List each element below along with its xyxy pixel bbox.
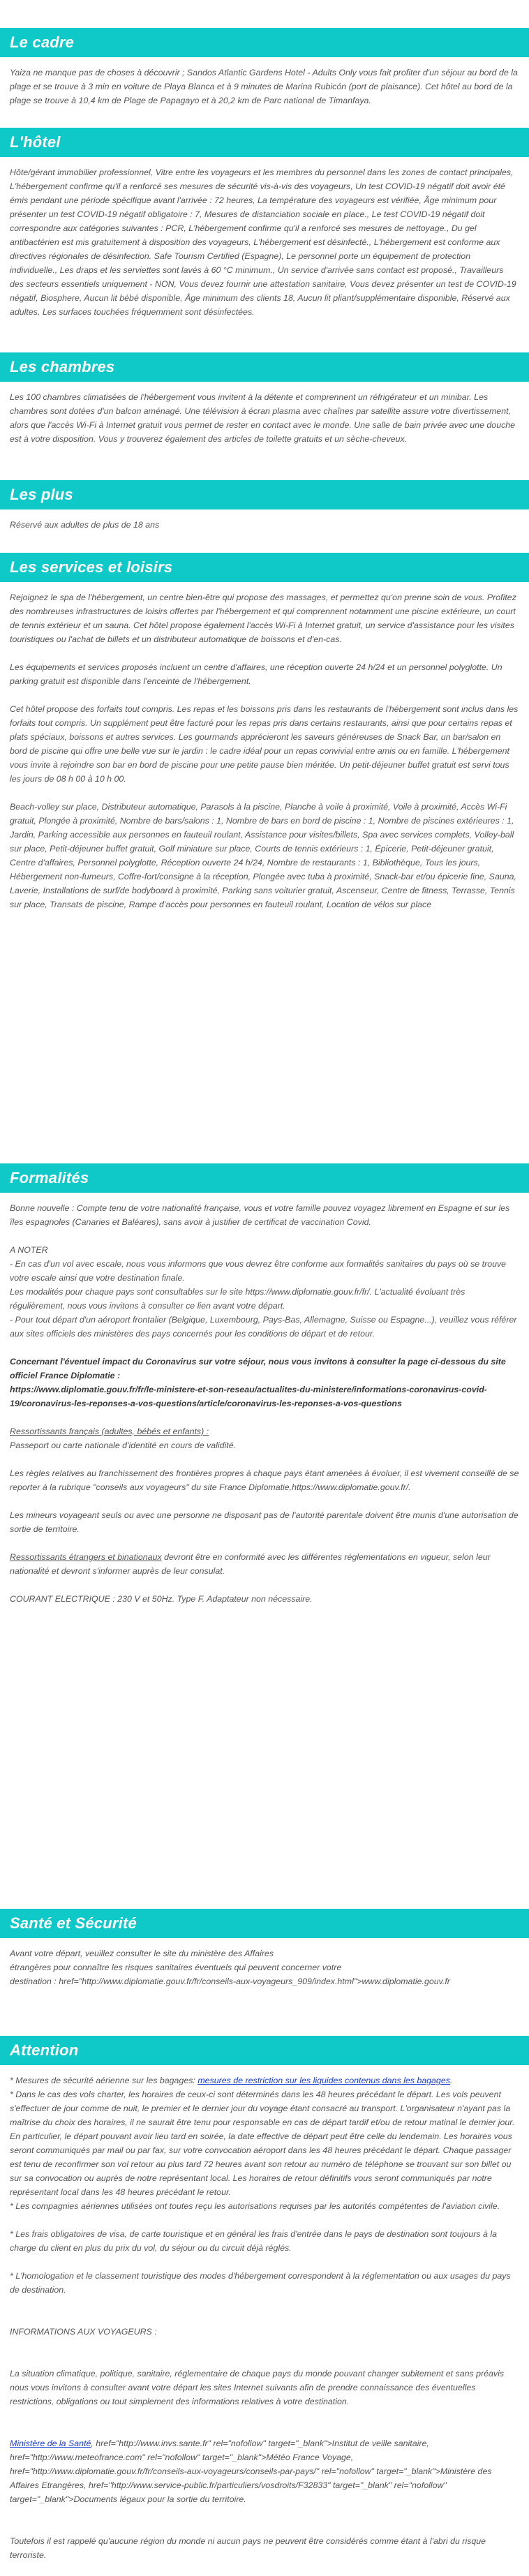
section-title-plus: Les plus xyxy=(0,480,529,509)
sante-line-2: étrangères pour connaître les risques sanitaires éventuels qui peuvent concerner votre xyxy=(10,1963,342,1972)
section-body-chambres xyxy=(0,382,529,446)
attention-classification: * L'homologation et le classement touristique des modes d'hébergement correspondent à la réglementation ou aux usages du pays de destination. xyxy=(10,2271,511,2295)
useful-links-text: , href="http://www.invs.sante.fr" rel="nofollow" target="_blank">Institut de veille sanitaire, href="http://www.meteofrance.com" rel="nofollow" target="_blank">Météo France Voyage, href="http://www.diplomatie.gouv.fr/fr/conseils-aux-voyageurs/conseils-par-pays/" rel="nofollow" target="_blank">Ministère des Affaires Etrangères, href="http://www.service-public.fr/particuliers/vosdroits/F32833" target="_blank" rel="nofollow" target="_blank">Documents légaux pour la sortie du territoire. xyxy=(10,2439,492,2504)
section-title-hotel: L'hôtel xyxy=(0,128,529,157)
section-body-hotel xyxy=(0,157,529,319)
attention-baggage xyxy=(10,2074,519,2087)
attention-charter: * Dans le cas des vols charter, les horaires de ceux-ci sont déterminés dans les 48 heures précédant le départ. Les vols peuvent s'effectuer de jour comme de nuit, le premier et le dernier jour du voyage étant consacré au transport. L'organisateur n'ayant pas la maîtrise du choix des horaires, il ne saurait être tenu pour responsable en cas de départ tardif et/ou de retour matinal le dernier jour. En particulier, le départ pouvant avoir lieu tard en soirée, la date effective de départ peut être celle du lendemain. Les horaires vous seront communiqués par mail ou par fax, sur votre convocation aéroport dans les 48 heures précédant le départ. Chaque passager est tenu de reconfirmer son vol retour au plus tard 72 heures avant son retour au numéro de téléphone se trouvant sur son billet ou sur sa convocation ou auprès de notre représentant local. Les horaires de retour définitifs vous seront communiqués par notre représentant local dans les 48 heures précédant le retour. xyxy=(10,2090,515,2197)
section-title-chambres: Les chambres xyxy=(0,352,529,382)
minors-rule: Les mineurs voyageant seuls ou avec une personne ne disposant pas de l'autorité parentale doivent être munis d'une autorisation de sortie de territoire. xyxy=(10,1510,519,1534)
section-body-plus xyxy=(0,509,529,532)
note-title: A NOTER xyxy=(10,1245,48,1255)
sante-line-3: destination : href="http://www.diplomatie.gouv.fr/fr/conseils-aux-voyageurs_909/index.html">www.diplomatie.gouv.fr xyxy=(10,1976,450,1986)
baggage-period: . xyxy=(449,2076,453,2085)
section-chambres xyxy=(0,352,529,460)
covid-notice: Concernant l'éventuel impact du Coronavirus sur votre séjour, nous vous invitons à consulter la page ci-dessous du site officiel France Diplomatie : xyxy=(10,1357,506,1380)
info-line-2: nous vous invitons à consulter avant votre départ les sites Internet suivants afin de prendre connaissance des éventuelles restrictions, obligations ou tout simplement des informations relatives à votre destination. xyxy=(10,2383,476,2406)
useful-links xyxy=(10,2436,519,2506)
info-travelers-title: INFORMATIONS AUX VOYAGEURS : xyxy=(10,2327,157,2337)
section-body-formalites xyxy=(0,1193,529,1606)
section-sante xyxy=(0,1909,529,2002)
cadre-paragraph: Yaiza ne manque pas de choses à découvrir ; Sandos Atlantic Gardens Hotel - Adults Only vous fait profiter d'un séjour au bord de la plage et se trouve à 3 min en voiture de Playa Blanca et à 9 minutes de Marina Rubicón (port de plaisance). Cet hôtel au bord de la plage se trouve à 10,4 km de Plage de Papagayo et à 20,2 km de Parc national de Timanfaya. xyxy=(10,68,518,105)
section-title-sante: Santé et Sécurité xyxy=(0,1909,529,1938)
note-line-3: - Pour tout départ d'un aéroport frontalier (Belgique, Luxembourg, Pays-Bas, Allemagne, Suisse ou Espagne...), veuillez vous référer aux sites officiels des ministères des pays concernés pour les conditions de départ et de retour. xyxy=(10,1315,517,1339)
hotel-paragraph: Hôte/gérant immobilier professionnel, Vitre entre les voyageurs et les membres du personnel dans les zones de contact principales, L'hébergement confirme qu'il a renforcé ses mesures de sécurité vis-à-vis des voyageurs, Un test COVID-19 négatif doit avoir été émis pendant une période spécifique avant l'arrivée : 72 heures, La température des voyageurs est vérifiée, Âge minimum pour présenter un test COVID-19 négatif obligatoire : 7, Mesures de distanciation sociale en place., Le test COVID-19 négatif doit correspondre aux catégories suivantes : PCR, L'hébergement confirme qu'il a renforcé ses mesures de nettoyage., Du gel antibactérien est mis gratuitement à disposition des voyageurs, L'hébergement est désinfecté., L'hébergement est conforme aux directives régionales de désinfection. Safe Tourism Certified (Espagne), Le personnel porte un équipement de protection individuelle., Les draps et les serviettes sont lavés à 60 °C minimum., Un service d'arrivée sans contact est proposé., Travailleurs des secteurs essentiels uniquement - NON, Vous devez fournir une attestation sanitaire, Vous devez présenter un test de COVID-19 négatif, Biosphere, Aucun lit bébé disponible, Âge minimum des clients 18, Aucun lit pliant/supplémentaire disponible, Réservé aux adultes, Les surfaces touchées fréquemment sont désinfectées. xyxy=(10,167,516,317)
section-attention xyxy=(0,2036,529,2576)
baggage-label: * Mesures de sécurité aérienne sur les bagages: xyxy=(10,2076,198,2085)
foreign-title: Ressortissants étrangers et binationaux xyxy=(10,1552,162,1562)
sante-line-1: Avant votre départ, veuillez consulter le site du ministère des Affaires xyxy=(10,1949,274,1958)
section-body-cadre xyxy=(0,57,529,107)
section-formalites xyxy=(0,1163,529,1620)
electric-info: COURANT ELECTRIQUE : 230 V et 50Hz. Type F. Adaptateur non nécessaire. xyxy=(10,1594,313,1604)
services-paragraph-2: Les équipements et services proposés incluent un centre d'affaires, une réception ouverte 24 h/24 et un personnel polyglotte. Un parking gratuit est disponible dans l'enceinte de l'hébergement. xyxy=(10,662,502,686)
chambres-paragraph: Les 100 chambres climatisées de l'hébergement vous invitent à la détente et comprennent un réfrigérateur et un minibar. Les chambres sont dotées d'un balcon aménagé. Une télévision à écran plasma avec chaînes par satellite assure votre divertissement, alors que l'accès Wi-Fi à Internet gratuit vous permet de rester en contact avec le monde. Une salle de bain privée avec une douche est à votre disposition. Vous y trouverez également des articles de toilette gratuits et un sèche-cheveux. xyxy=(10,392,516,444)
foreign-nationals xyxy=(10,1550,519,1578)
section-body-services xyxy=(0,582,529,911)
covid-url: https://www.diplomatie.gouv.fr/fr/le-ministere-et-son-reseau/actualites-du-ministere/informations-coronavirus-covid-19/coronavirus-les-reponses-a-vos-questions/article/coronavirus-les-reponses-a-vos-questions xyxy=(10,1385,487,1408)
services-paragraph-3: Cet hôtel propose des forfaits tout compris. Les repas et les boissons pris dans les restaurants de l'hébergement sont inclus dans les forfaits tout compris. Un supplément peut être facturé pour les repas pris dans certains restaurants, ainsi que pour certains repas et plats spéciaux, boissons et autres services. Les gourmands apprécieront les saveurs généreuses de Snack Bar, un bar/salon en bord de piscine qui offre une belle vue sur le jardin : le cadre idéal pour un repas convivial entre amis ou en famille. L'hébergement vous invite à rejoindre son bar en bord de piscine pour une petite pause bien méritée. Un petit-déjeuner buffet gratuit est servi tous les jours de 08 h 00 à 10 h 00. xyxy=(10,704,519,784)
formalites-intro: Bonne nouvelle : Compte tenu de votre nationalité française, vous et votre famille pouvez voyagez librement en Espagne et sur les îles espagnoles (Canaries et Baléares), sans avoir à justifier de certificat de vaccination Covid. xyxy=(10,1203,510,1227)
liquids-restriction-link[interactable]: mesures de restriction sur les liquides contenus dans les bagages xyxy=(198,2076,450,2085)
attention-airlines: * Les compagnies aériennes utilisées ont toutes reçu les autorisations requises par les autorités compétentes de l'aviation civile. xyxy=(10,2201,500,2211)
services-paragraph-1: Rejoignez le spa de l'hébergement, un centre bien-être qui propose des massages, et permettez qu'on prenne soin de vous. Profitez des nombreuses infrastructures de loisirs offertes par l'hébergement et qui comprennent notamment une piscine extérieure, un court de tennis extérieur et un sauna. Cet hôtel propose également l'accès Wi-Fi à Internet gratuit, un service d'assistance pour les visites touristiques ou l'achat de billets et un distributeur automatique de boissons et d'en-cas. xyxy=(10,593,516,644)
section-body-attention xyxy=(0,2065,529,2562)
section-title-attention: Attention xyxy=(0,2036,529,2065)
note-line-2: Les modalités pour chaque pays sont consultables sur le site https://www.diplomatie.gouv.fr/fr/. L'actualité évoluant très régulièrement, nous vous invitons à consulter ce lien avant votre départ. xyxy=(10,1287,465,1311)
resident-fr-title: Ressortissants français (adultes, bébés et enfants) : xyxy=(10,1427,209,1436)
section-title-services: Les services et loisirs xyxy=(0,553,529,582)
resident-fr-text: Passeport ou carte nationale d'identité en cours de validité. xyxy=(10,1440,237,1450)
section-services xyxy=(0,553,529,925)
section-body-sante xyxy=(0,1938,529,1988)
terrorism-notice: Toutefois il est rappelé qu'aucune région du monde ni aucun pays ne peuvent être considérés comme étant à l'abri du risque terroriste. xyxy=(10,2536,486,2560)
foreign-text: devront être en conformité avec les différentes réglementations en vigueur, selon leur nationalité et devront s'informer auprès de leur consulat. xyxy=(10,1552,491,1576)
info-line-1: La situation climatique, politique, sanitaire, réglementaire de chaque pays du monde pouvant changer subitement et sans préavis xyxy=(10,2369,505,2378)
border-rules: Les règles relatives au franchissement des frontières propres à chaque pays étant amenées à évoluer, il est vivement conseillé de se reporter à la rubrique "conseils aux voyageurs" du site France Diplomatie,https://www.diplomatie.gouv.fr/. xyxy=(10,1468,519,1492)
section-cadre xyxy=(0,28,529,121)
note-line-1: - En cas d'un vol avec escale, nous vous informons que vous devrez être conforme aux formalités sanitaires du pays où se trouve votre escale ainsi que votre destination finale. xyxy=(10,1259,507,1283)
services-paragraph-4: Beach-volley sur place, Distributeur automatique, Parasols à la piscine, Planche à voile à proximité, Voile à proximité, Accès Wi-Fi gratuit, Plongée à proximité, Nombre de bars/salons : 1, Nombre de bars en bord de piscine : 1, Nombre de piscines extérieures : 1, Jardin, Parking accessible aux personnes en fauteuil roulant, Assistance pour visites/billets, Spa avec services complets, Volley-ball sur place, Petit-déjeuner buffet gratuit, Golf miniature sur place, Courts de tennis extérieurs : 1, Épicerie, Petit-déjeuner gratuit, Centre d'affaires, Personnel polyglotte, Réception ouverte 24 h/24, Nombre de restaurants : 1, Bibliothèque, Tous les jours, Hébergement non-fumeurs, Coffre-fort/consigne à la réception, Plongée avec tuba à proximité, Snack-bar et/ou épicerie fine, Sauna, Laverie, Installations de surf/de bodyboard à proximité, Parking sans voiturier gratuit, Ascenseur, Centre de fitness, Terrasse, Tennis sur place, Transats de piscine, Rampe d'accès pour personnes en fauteuil roulant, Location de vélos sur place xyxy=(10,802,516,909)
section-hotel xyxy=(0,128,529,333)
attention-fees: * Les frais obligatoires de visa, de carte touristique et en général les frais d'entrée dans le pays de destination sont toujours à la charge du client en plus du prix du vol, du séjour ou du circuit déjà réglés. xyxy=(10,2229,498,2253)
section-plus xyxy=(0,480,529,546)
plus-paragraph: Réservé aux adultes de plus de 18 ans xyxy=(10,520,160,530)
ministere-sante-link[interactable]: Ministère de la Santé xyxy=(10,2439,91,2448)
section-title-formalites: Formalités xyxy=(0,1163,529,1193)
section-title-cadre: Le cadre xyxy=(0,28,529,57)
